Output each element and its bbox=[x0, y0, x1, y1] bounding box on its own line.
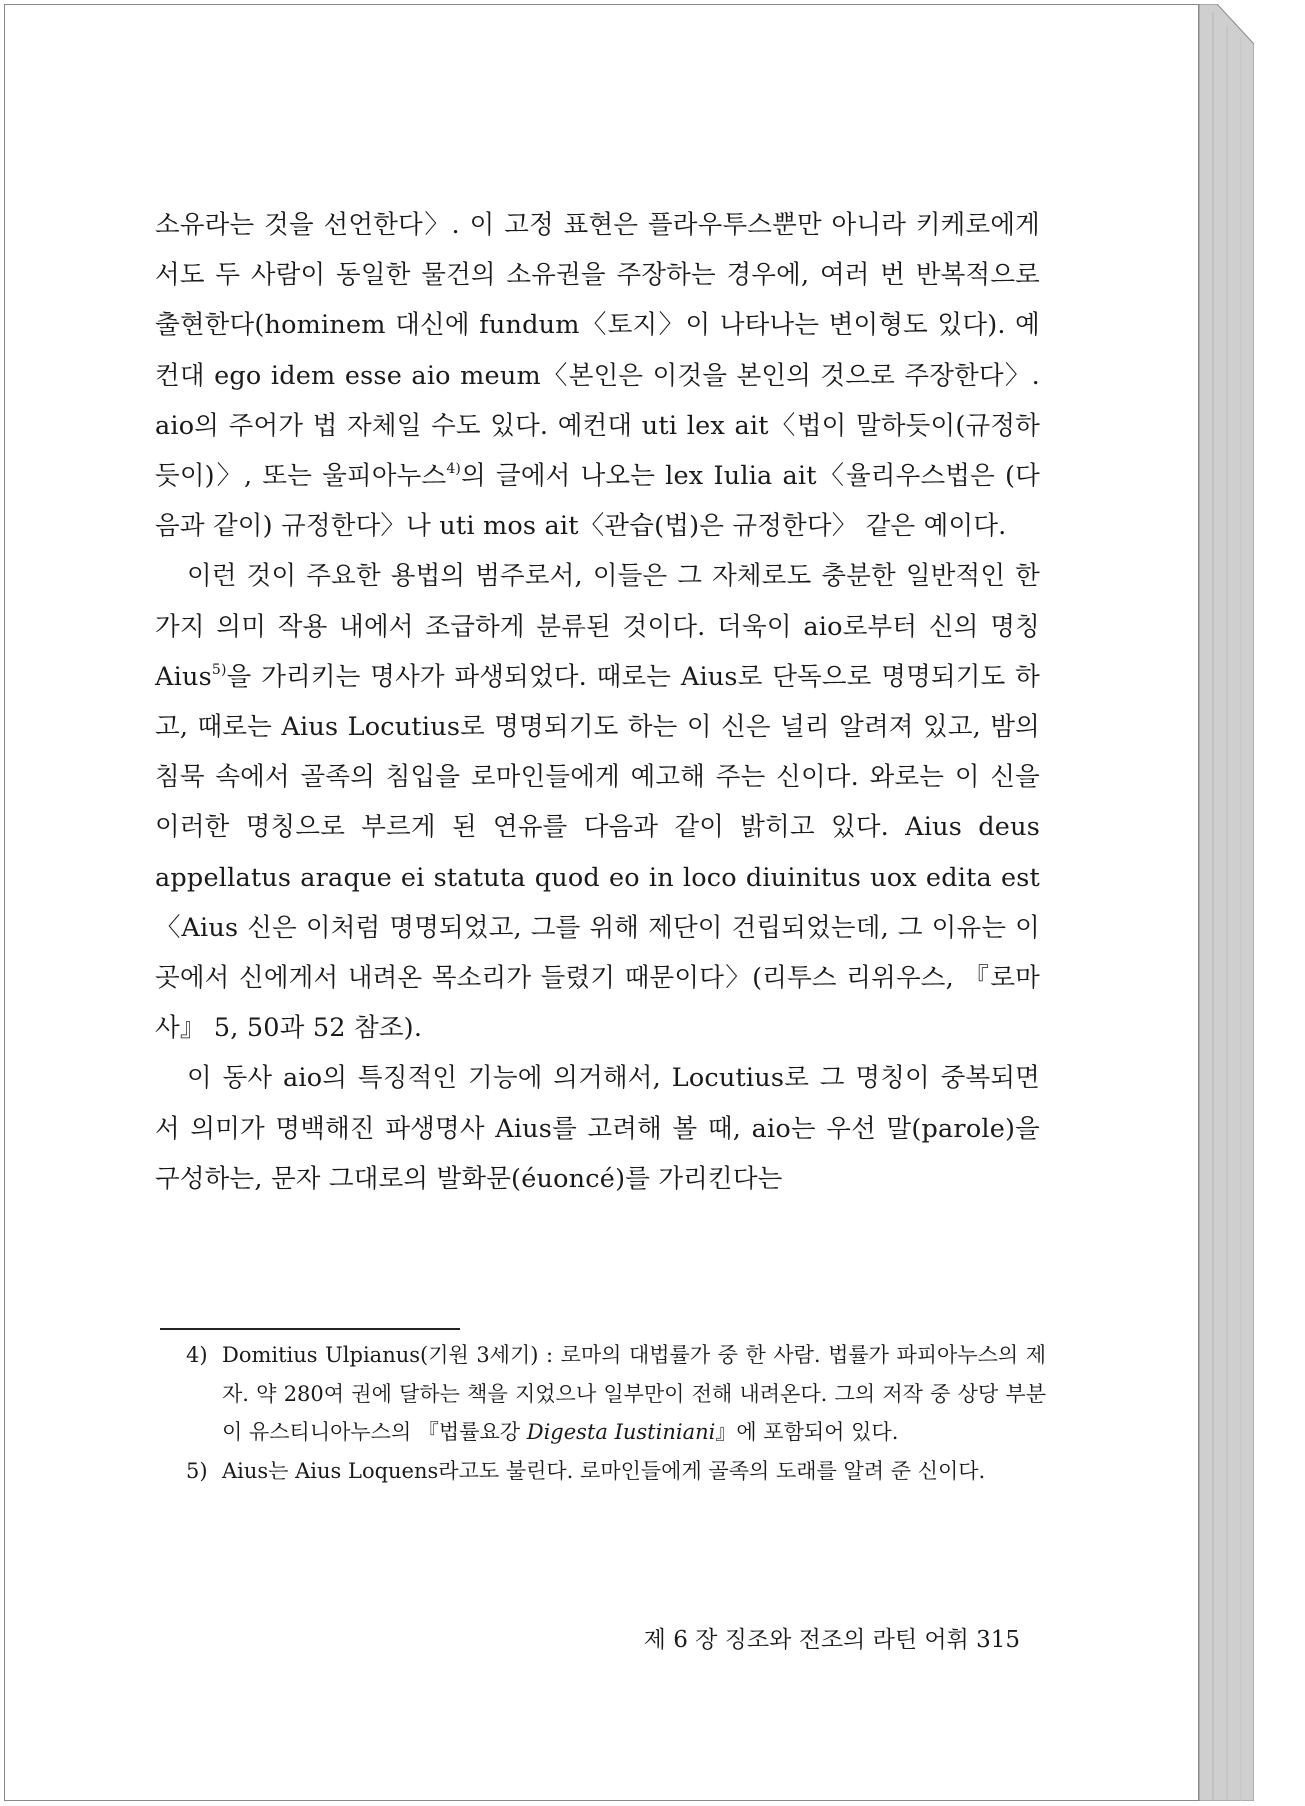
running-footer-page-number: 제 6 장 징조와 전조의 라틴 어휘 315 bbox=[643, 1627, 1020, 1653]
footnote-ref-5[interactable]: 5) bbox=[211, 661, 227, 678]
paragraph-3: 이 동사 aio의 특징적인 기능에 의거해서, Locutius로 그 명칭이 중복되면서 의미가 명백해진 파생명사 Aius를 고려해 볼 때, aio는 우선 말(parole)을 구성하는, 문자 그대로의 발화문(éuoncé)를 가리킨다는 bbox=[155, 1063, 1040, 1194]
footnote-5 bbox=[186, 1452, 1046, 1491]
footnote-number: 5) bbox=[186, 1458, 208, 1483]
footnote-text: Aius는 Aius Loquens라고도 불린다. 로마인들에게 골족의 도래를 알려 준 신이다. bbox=[222, 1458, 986, 1483]
footnotes bbox=[186, 1336, 1046, 1490]
body-text bbox=[155, 200, 1040, 1204]
paragraph-2-continued: 을 가리키는 명사가 파생되었다. 때로는 Aius로 단독으로 명명되기도 하고, 때로는 Aius Locutius로 명명되기도 하는 이 신은 널리 알려져 있고, 밤의 침묵 속에서 골족의 침입을 로마인들에게 예고해 주는 신이다. 와로는 이 신을 이러한 명칭으로 부르게 된 연유를 다음과 같이 밝히고 있다. Aius deus appellatus araque ei statuta quod eo in loco diuinitus uox edita est〈Aius 신은 이처럼 명명되었고, 그를 위해 제단이 건립되었는데, 그 이유는 이 곳에서 신에게서 내려온 목소리가 들렸기 때문이다〉(리투스 리위우스, 『로마사』 5, 50과 52 참조). bbox=[155, 661, 1040, 1044]
footnote-text: Domitius Ulpianus(기원 3세기) : 로마의 대법률가 중 한 사람. 법률가 파피아누스의 제자. 약 280여 권에 달하는 책을 지었으나 일부만이 전해 내려온다. 그의 저작 중 상당 부분이 유스티니아누스의 『법률요강 Digesta Iustiniani』에 포함되어 있다. bbox=[222, 1343, 1046, 1444]
footnote-4 bbox=[186, 1336, 1046, 1452]
footnote-divider bbox=[160, 1328, 460, 1330]
paragraph-1 bbox=[155, 200, 1040, 551]
paragraph-1-text: 소유라는 것을 선언한다〉. 이 고정 표현은 플라우투스뿐만 아니라 키케로에게서도 두 사람이 동일한 물건의 소유권을 주장하는 경우에, 여러 번 반복적으로 출현한다(hominem 대신에 fundum〈토지〉이 나타나는 변이형도 있다). 예컨대 ego idem esse aio meum〈본인은 이것을 본인의 것으로 주장한다〉. aio의 주어가 법 자체일 수도 있다. 예컨대 uti lex ait〈법이 말하듯이(규정하듯이)〉, 또는 울피아누스 bbox=[155, 210, 1040, 492]
book-title-italic: Digesta Iustiniani bbox=[526, 1420, 716, 1444]
page-stack-edge bbox=[1199, 4, 1254, 1801]
footnote-number: 4) bbox=[186, 1343, 208, 1367]
paragraph-2 bbox=[155, 551, 1040, 1053]
paragraph-2-text: 이런 것이 주요한 용법의 범주로서, 이들은 그 자체로도 충분한 일반적인 한 가지 의미 작용 내에서 조급하게 분류된 것이다. 더욱이 aio로부터 신의 명칭 Aius bbox=[155, 561, 1040, 692]
paragraph-1-continued: 의 글에서 나오는 lex Iulia ait〈율리우스법은 (다음과 같이) 규정한다〉나 uti mos ait〈관습(법)은 규정한다〉 같은 예이다. bbox=[155, 461, 1041, 542]
footnote-ref-4[interactable]: 4) bbox=[446, 461, 462, 478]
